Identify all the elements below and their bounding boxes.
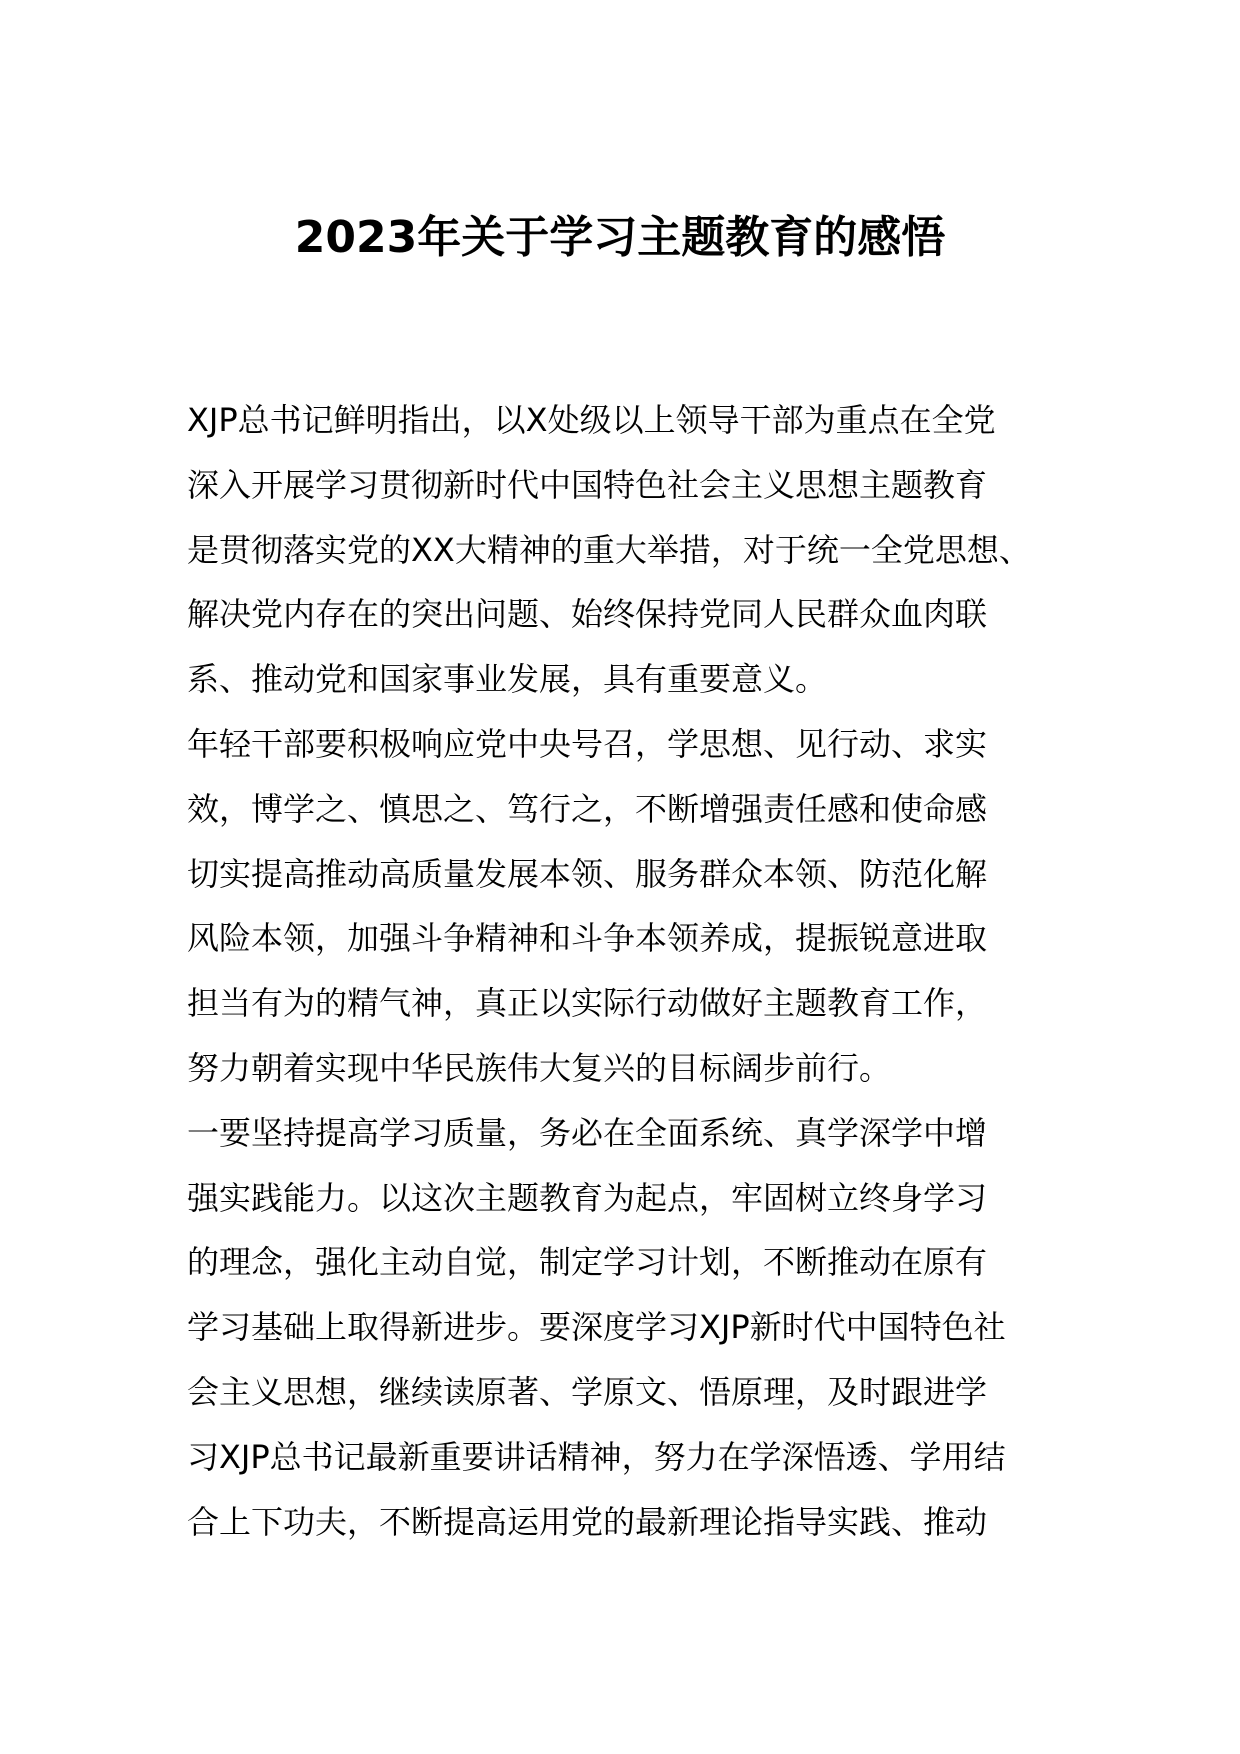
body-line-14: 的理念，强化主动自觉，制定学习计划，不断推动在原有 xyxy=(187,1243,988,1282)
body-line-10: 担当有为的精气神，真正以实际行动做好主题教育工作， xyxy=(187,984,988,1023)
body-line-2: 深入开展学习贯彻新时代中国特色社会主义思想主题教育 xyxy=(187,465,988,504)
body-line-5: 系、推动党和国家事业发展，具有重要意义。 xyxy=(187,660,828,699)
body-line-17: 习XJP总书记最新重要讲话精神，努力在学深悟透、学用结 xyxy=(187,1437,1006,1476)
body-line-13: 强实践能力。以这次主题教育为起点，牢固树立终身学习 xyxy=(187,1178,988,1217)
body-line-8: 切实提高推动高质量发展本领、服务群众本领、防范化解 xyxy=(187,854,988,893)
document-title: 2023年关于学习主题教育的感悟 xyxy=(294,212,946,263)
body-line-1: XJP总书记鲜明指出，以X处级以上领导干部为重点在全党 xyxy=(187,401,996,439)
body-line-9: 风险本领，加强斗争精神和斗争本领养成，提振锐意进取 xyxy=(187,919,988,958)
document-body xyxy=(187,388,1067,1554)
body-line-12: 一要坚持提高学习质量，务必在全面系统、真学深学中增 xyxy=(187,1113,988,1152)
body-line-6: 年轻干部要积极响应党中央号召，学思想、见行动、求实 xyxy=(187,724,988,763)
body-line-16: 会主义思想，继续读原著、学原文、悟原理，及时跟进学 xyxy=(187,1372,988,1411)
body-line-18: 合上下功夫，不断提高运用党的最新理论指导实践、推动 xyxy=(187,1502,988,1541)
body-line-4: 解决党内存在的突出问题、始终保持党同人民群众血肉联 xyxy=(187,595,988,634)
body-line-11: 努力朝着实现中华民族伟大复兴的目标阔步前行。 xyxy=(187,1048,892,1087)
body-line-3: 是贯彻落实党的XX大精神的重大举措，对于统一全党思想、 xyxy=(187,530,1031,569)
body-line-15: 学习基础上取得新进步。要深度学习XJP新时代中国特色社 xyxy=(187,1308,1006,1347)
body-line-7: 效，博学之、慎思之、笃行之，不断增强责任感和使命感 xyxy=(187,789,988,828)
